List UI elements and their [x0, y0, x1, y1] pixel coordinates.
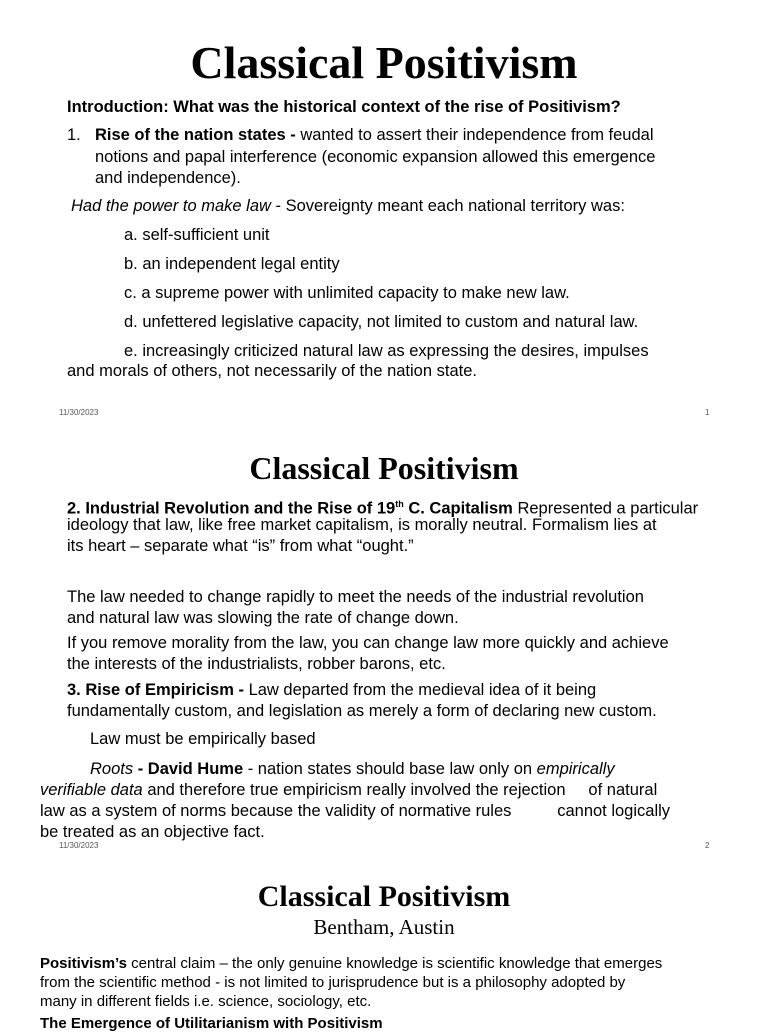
hume-text: - nation states should base law only on: [243, 760, 537, 778]
slide-2-date: 11/30/2023: [59, 841, 99, 850]
item-1-line-1: [95, 125, 654, 146]
hume-italic-b: verifiable data: [40, 781, 143, 799]
positivism-line-1: [40, 954, 662, 974]
list-item-d: d. unfettered legislative capacity, not limited to custom and natural law.: [124, 313, 639, 331]
item-1-line-3: and independence).: [95, 169, 241, 187]
slide-1-page-number: 1: [705, 408, 710, 417]
morality-para-line-2: the interests of the industrialists, robber barons, etc.: [67, 655, 446, 673]
slide-2-title: Classical Positivism: [249, 450, 519, 486]
item-1-number: 1.: [67, 126, 81, 144]
industrial-para-line-1: The law needed to change rapidly to meet the needs of the industrial revolution: [67, 588, 644, 606]
hume-line-1: [90, 759, 615, 780]
power-italic: Had the power to make law: [71, 197, 271, 215]
item-1-text: wanted to assert their independence from feudal: [295, 126, 654, 144]
item-1-line-2: notions and papal interference (economic expansion allowed this emergence: [95, 148, 656, 166]
empirical-statement: Law must be empirically based: [90, 730, 316, 748]
hume-line-3: law as a system of norms because the validity of normative rules cannot logically: [40, 802, 671, 820]
power-text: - Sovereignty meant each national territory was:: [270, 197, 625, 215]
slide-1-title: Classical Positivism: [190, 37, 578, 88]
section-3-heading: 3. Rise of Empiricism -: [67, 681, 244, 699]
list-item-b: b. an independent legal entity: [124, 255, 340, 273]
section-2-heading-a: 2. Industrial Revolution and the Rise of 19: [67, 499, 396, 518]
hume-italic-a: empirically: [536, 760, 615, 778]
positivism-text: central claim – the only genuine knowledge is scientific knowledge that emerges: [126, 955, 663, 972]
hume-line-2-text: and therefore true empiricism really involved the rejection of natural: [142, 781, 658, 799]
section-2-superscript: th: [395, 499, 404, 509]
positivism-line-3: many in different fields i.e. science, sociology, etc.: [40, 993, 372, 1010]
positivism-line-2: from the scientific method - is not limited to jurisprudence but is a philosophy adopted by: [40, 974, 626, 991]
slide-2-page-number: 2: [705, 841, 710, 850]
list-item-a: a. self-sufficient unit: [124, 226, 270, 244]
section-3-line-2: fundamentally custom, and legislation as merely a form of declaring new custom.: [67, 702, 657, 720]
section-2-line-2: ideology that law, like free market capitalism, is morally neutral. Formalism lies at: [67, 516, 657, 534]
slide-3-title: Classical Positivism: [257, 880, 511, 913]
hume-name: - David Hume: [133, 760, 244, 778]
list-item-c: c. a supreme power with unlimited capacity to make new law.: [124, 284, 570, 302]
item-1-heading: Rise of the nation states -: [95, 126, 296, 144]
utilitarianism-heading: The Emergence of Utilitarianism with Positivism: [40, 1015, 383, 1032]
section-2-heading-b: C. Capitalism: [403, 499, 513, 518]
hume-line-2: [40, 780, 657, 801]
positivism-term: Positivism’s: [40, 955, 127, 972]
section-2-line-3: its heart – separate what “is” from what “ought.”: [67, 537, 414, 555]
list-item-e-continued: and morals of others, not necessarily of the nation state.: [67, 362, 477, 380]
section-3-line-1: [67, 680, 596, 701]
slide-3-subtitle: Bentham, Austin: [313, 915, 455, 939]
intro-heading: Introduction: What was the historical context of the rise of Positivism?: [67, 98, 621, 116]
section-3-text: Law departed from the medieval idea of it being: [243, 681, 597, 699]
section-2-text: Represented a particular: [512, 499, 699, 518]
morality-para-line-1: If you remove morality from the law, you can change law more quickly and achieve: [67, 634, 669, 652]
power-line: [71, 196, 625, 217]
slide-1-date: 11/30/2023: [59, 408, 99, 417]
industrial-para-line-2: and natural law was slowing the rate of change down.: [67, 609, 459, 627]
hume-line-4: be treated as an objective fact.: [40, 823, 265, 841]
list-item-e: e. increasingly criticized natural law as expressing the desires, impulses: [124, 342, 649, 360]
roots-label: Roots: [90, 760, 134, 778]
